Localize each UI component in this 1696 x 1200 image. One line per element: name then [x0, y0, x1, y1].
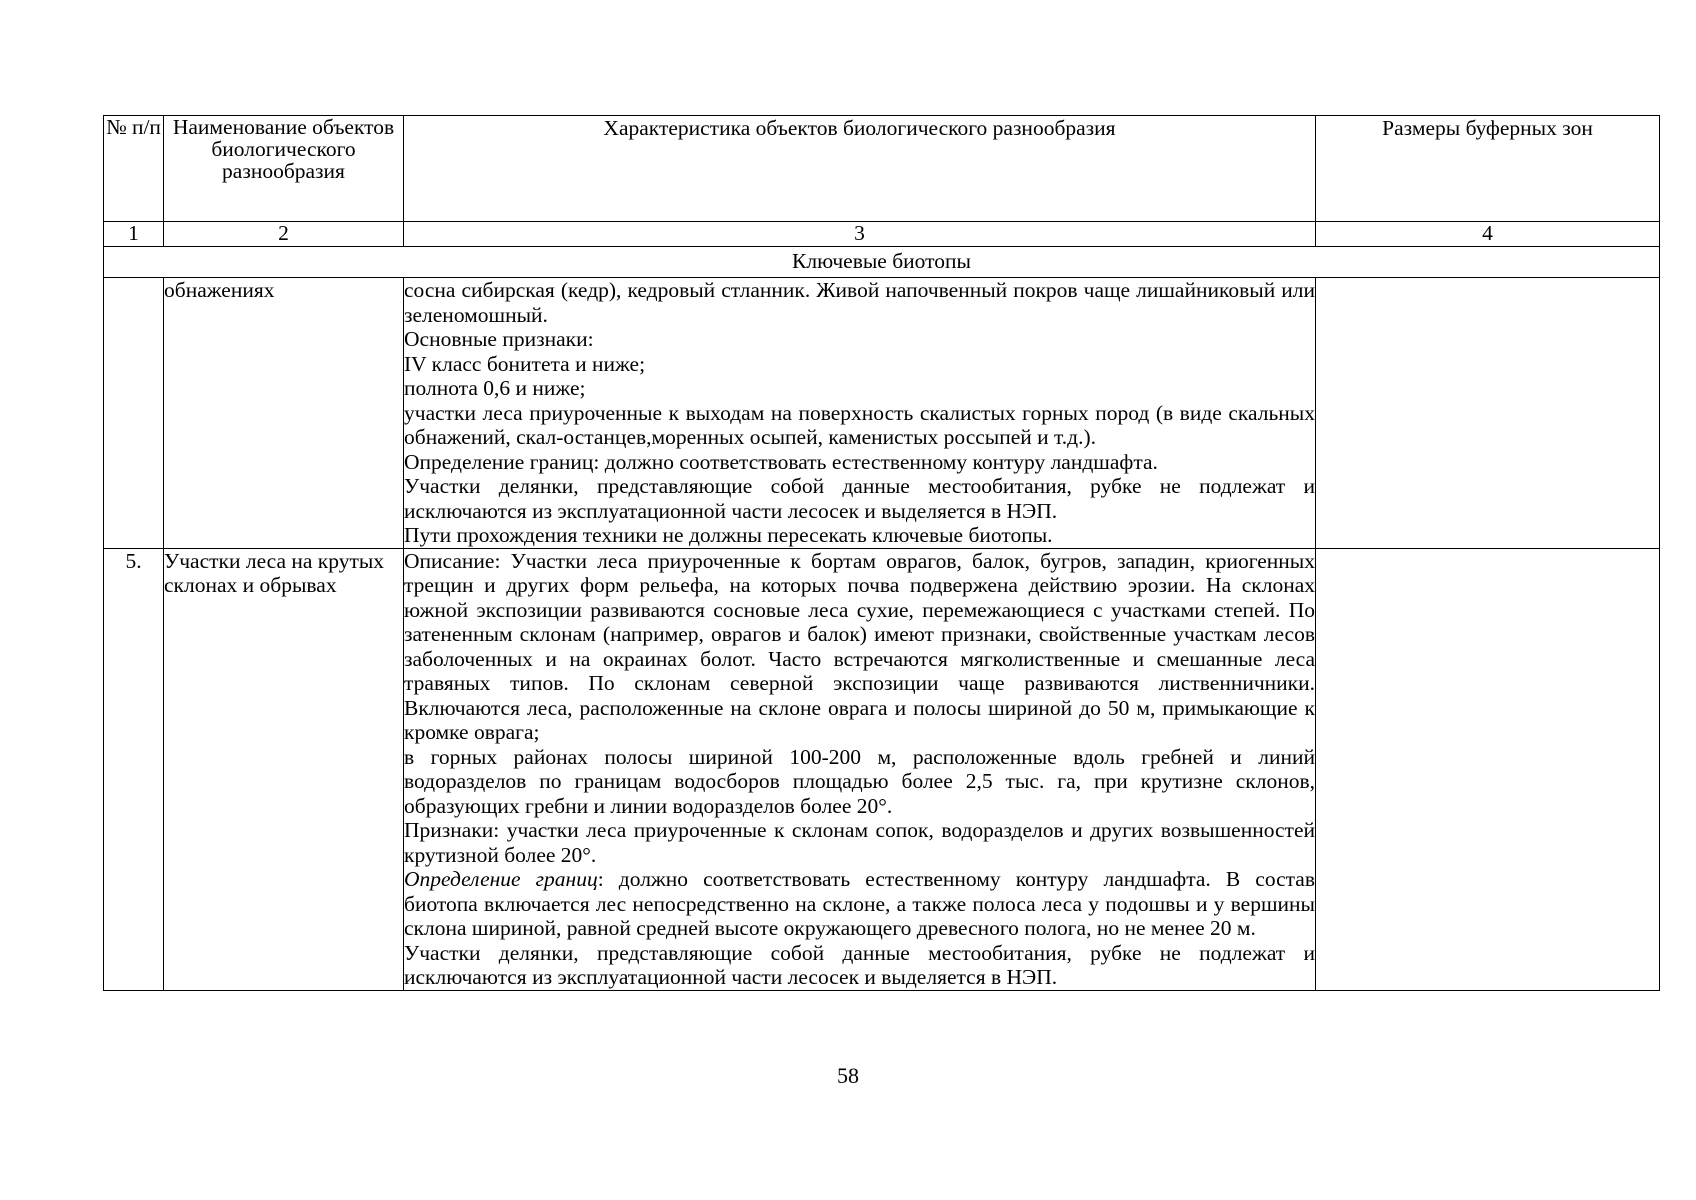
column-number: 4 [1316, 222, 1660, 247]
row-description [404, 548, 1316, 990]
header-object-name: Наименование объектов биологического разнообразия [164, 116, 404, 222]
column-number: 1 [104, 222, 164, 247]
page-number: 58 [837, 1063, 859, 1088]
row-number [104, 278, 164, 549]
boundary-paragraph [404, 867, 1315, 941]
description-paragraph: Определение границ: должно соответствовать естественному контуру ландшафта. [404, 449, 1158, 474]
description-paragraph: Пути прохождения техники не должны пересекать ключевые биотопы. [404, 523, 1053, 547]
row-buffer-size [1316, 278, 1660, 549]
description-paragraph: IV класс бонитета и ниже; [404, 351, 646, 376]
column-number: 3 [404, 222, 1316, 247]
header-number: № п/п [104, 116, 164, 222]
boundary-text: : должно соответствовать естественному контуру ландшафта. В состав биотопа включается лес непосредственно на склоне, а также полоса леса у подошвы и у вершины склона шириной, равной средней высоте окружающего древесного полога, но не менее 20 м. [404, 867, 1315, 940]
description-paragraph: Основные признаки: [404, 327, 594, 351]
description-paragraph: Описание: Участки леса приуроченные к бортам оврагов, балок, бугров, западин, криогенных трещин и других форм рельефа, на которых почва подвержена действию эрозии. На склонах южной экспозиции развиваются сосновые леса сухие, перемежающиеся с участками степей. По затененным склонам (например, оврагов и балок) имеют признаки, свойственные участкам лесов заболоченных и на окраинах болот. Часто встречаются мягколиственные и смешанные леса травяных типов. По склонам северной экспозиции чаще развиваются лиственничники. Включаются леса, расположенные на склоне оврага и полосы шириной до 50 м, примыкающие к кромке оврага; [404, 548, 1315, 744]
table-header-row [104, 116, 1660, 222]
table-row [104, 548, 1660, 990]
boundary-label: Определение границ [404, 867, 598, 891]
description-paragraph: полнота 0,6 и ниже; [404, 376, 586, 400]
row-object-name: Участки леса на крутых склонах и обрывах [164, 548, 404, 990]
biodiversity-table [103, 115, 1660, 991]
column-number-row [104, 222, 1660, 247]
row-number: 5. [104, 548, 164, 990]
section-row [104, 247, 1660, 278]
row-description [404, 278, 1316, 549]
row-buffer-size [1316, 548, 1660, 990]
table-row [104, 278, 1660, 549]
column-number: 2 [164, 222, 404, 247]
header-characteristics: Характеристика объектов биологического разнообразия [404, 116, 1316, 222]
row-object-name: обнажениях [164, 278, 404, 549]
description-paragraph: в горных районах полосы шириной 100-200 м, расположенные вдоль гребней и линий водоразделов по границам водосборов площадью более 2,5 тыс. га, при крутизне склонов, образующих гребни и линии водоразделов более 20°. [404, 744, 1315, 818]
section-title: Ключевые биотопы [104, 247, 1660, 278]
description-paragraph: Участки делянки, представляющие собой данные местообитания, рубке не подлежат и исключаются из эксплуатационной части лесосек и выделяется в НЭП. [404, 474, 1315, 523]
header-buffer-size: Размеры буферных зон [1316, 116, 1660, 222]
description-paragraph: Признаки: участки леса приуроченные к склонам сопок, водоразделов и других возвышенностей крутизной более 20°. [404, 818, 1315, 867]
description-paragraph: Участки делянки, представляющие собой данные местообитания, рубке не подлежат и исключаются из эксплуатационной части лесосек и выделяется в НЭП. [404, 940, 1315, 989]
description-paragraph: сосна сибирская (кедр), кедровый стланник. Живой напочвенный покров чаще лишайниковый или зеленомошный. [404, 278, 1315, 327]
description-paragraph: участки леса приуроченные к выходам на поверхность скалистых горных пород (в виде скальных обнажений, скал-останцев,моренных осыпей, каменистых россыпей и т.д.). [404, 400, 1315, 449]
